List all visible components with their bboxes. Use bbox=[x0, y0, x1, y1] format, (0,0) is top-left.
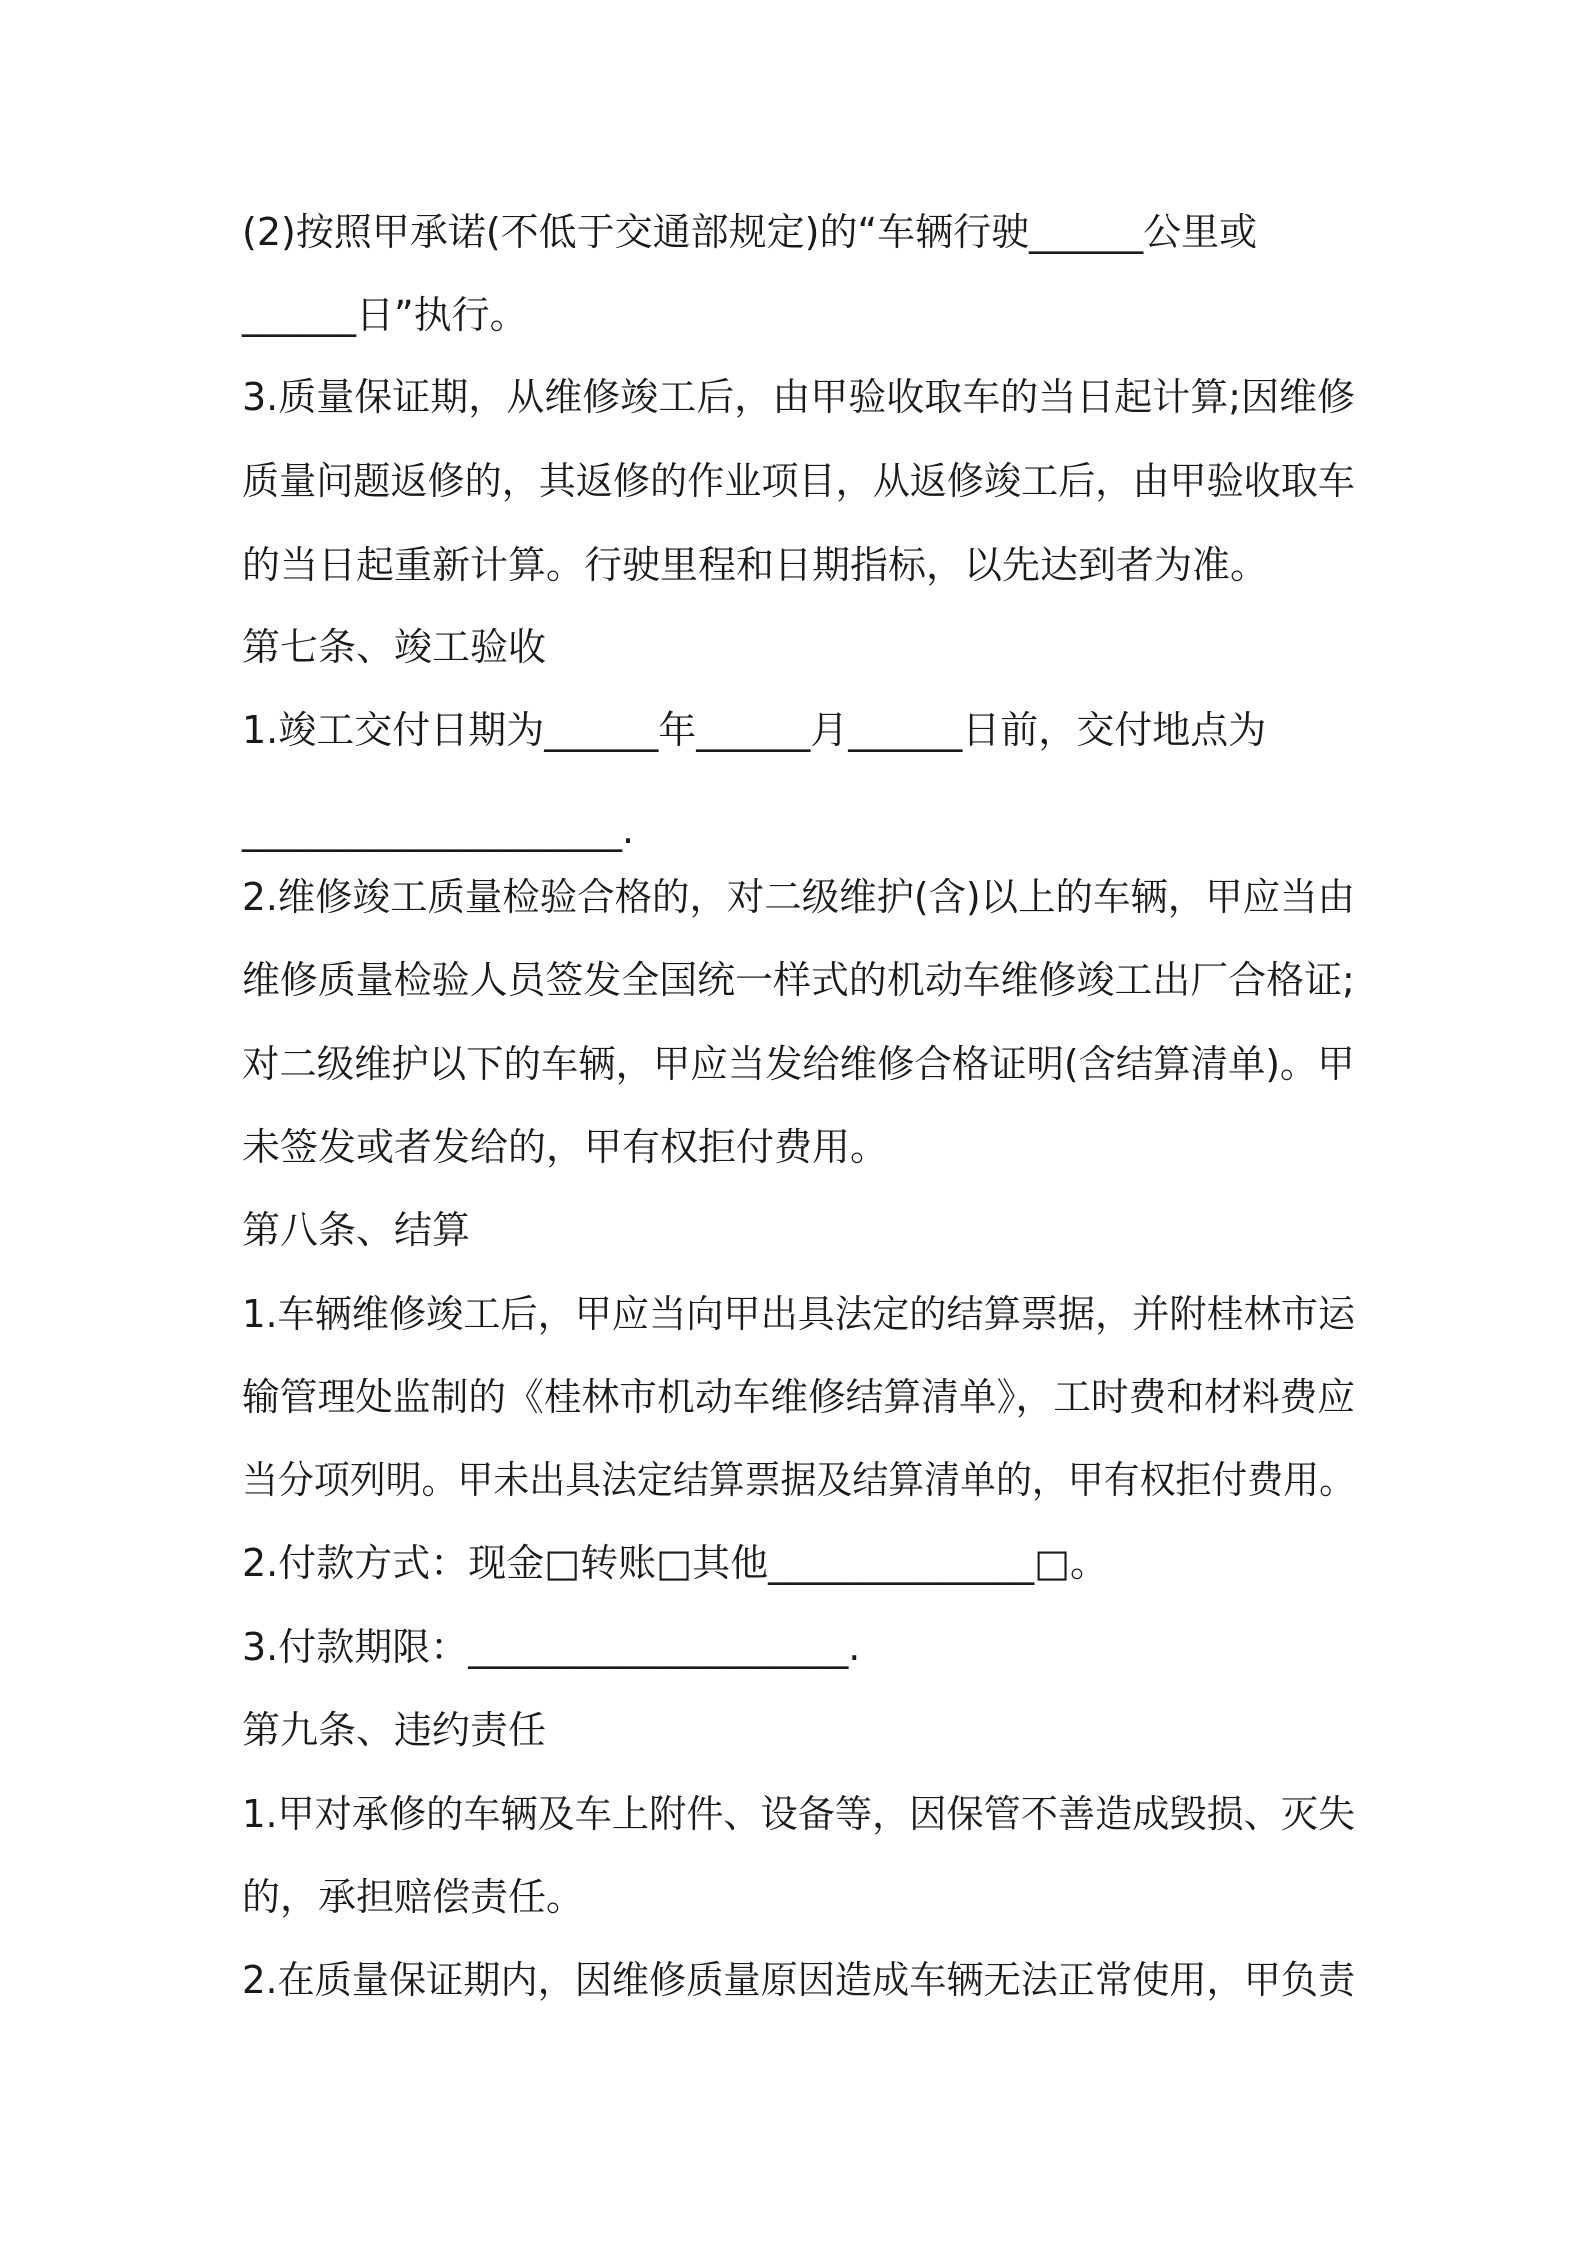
article-9-heading: 第九条、违约责任 bbox=[242, 1708, 547, 1752]
article-7-heading: 第七条、竣工验收 bbox=[242, 625, 547, 669]
clause-9-2-line-1: 2.在质量保证期内，因维修质量原因造成车辆无法正常使用，甲负责 bbox=[242, 1958, 1356, 2002]
clause-8-2-payment-method: 2.付款方式：现金□转账□其他______________□。 bbox=[242, 1541, 1108, 1585]
clause-9-1-line-1: 1.甲对承修的车辆及车上附件、设备等，因保管不善造成毁损、灭失 bbox=[242, 1792, 1356, 1836]
clause-8-1-line-2: 输管理处监制的《桂林市机动车维修结算清单》，工时费和材料费应 bbox=[242, 1375, 1356, 1419]
clause-6-3-line-2: 质量问题返修的，其返修的作业项目，从返修竣工后，由甲验收取车 bbox=[242, 459, 1355, 503]
clause-7-2-line-3: 对二级维护以下的车辆，甲应当发给维修合格证明(含结算清单)。甲 bbox=[242, 1042, 1355, 1086]
clause-7-1-line-1: 1.竣工交付日期为______年______月______日前，交付地点为 bbox=[242, 708, 1267, 752]
clause-6-2-line-1: (2)按照甲承诺(不低于交通部规定)的“车辆行驶______公里或 bbox=[242, 210, 1258, 254]
clause-6-3-line-1: 3.质量保证期，从维修竣工后，由甲验收取车的当日起计算;因维修 bbox=[242, 375, 1356, 419]
clause-6-3-line-3: 的当日起重新计算。行驶里程和日期指标，以先达到者为准。 bbox=[242, 543, 1269, 587]
clause-8-1-line-1: 1.车辆维修竣工后，甲应当向甲出具法定的结算票据，并附桂林市运 bbox=[242, 1292, 1356, 1336]
clause-8-3-payment-term: 3.付款期限：____________________. bbox=[242, 1625, 861, 1669]
clause-7-1-line-2: ____________________. bbox=[242, 808, 635, 852]
clause-7-2-line-4: 未签发或者发给的，甲有权拒付费用。 bbox=[242, 1125, 889, 1169]
clause-7-2-line-2: 维修质量检验人员签发全国统一样式的机动车维修竣工出厂合格证; bbox=[242, 958, 1355, 1002]
article-8-heading: 第八条、结算 bbox=[242, 1208, 471, 1252]
clause-7-2-line-1: 2.维修竣工质量检验合格的，对二级维护(含)以上的车辆，甲应当由 bbox=[242, 875, 1355, 919]
clause-6-2-line-2: ______日”执行。 bbox=[242, 293, 528, 337]
clause-9-1-line-2: 的，承担赔偿责任。 bbox=[242, 1875, 585, 1919]
clause-8-1-line-3: 当分项列明。甲未出具法定结算票据及结算清单的，甲有权拒付费用。 bbox=[242, 1458, 1355, 1502]
